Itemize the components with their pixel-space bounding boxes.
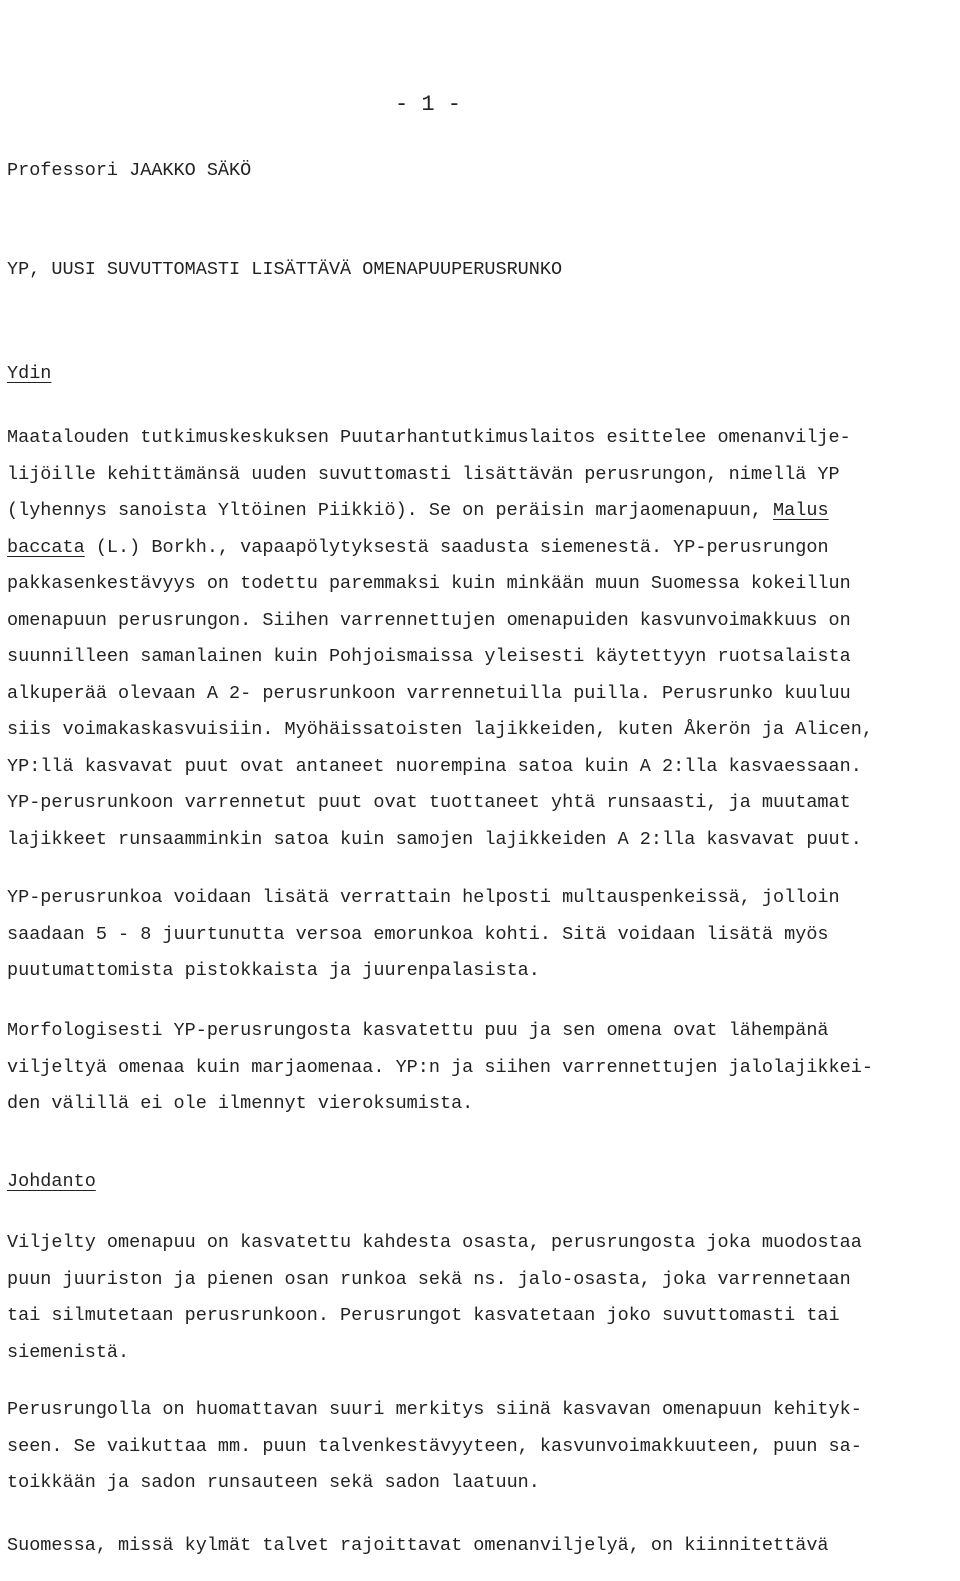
text-line: pakkasenkestävyys on todettu paremmaksi kuin minkään muun Suomessa kokeillun [7,573,851,594]
text-line: Viljelty omenapuu on kasvatettu kahdesta osasta, perusrungosta joka muodostaa [7,1232,862,1253]
text-line: YP-perusrunkoa voidaan lisätä verrattain helposti multauspenkeissä, jolloin [7,887,840,908]
text-line [7,530,952,567]
text-line: Morfologisesti YP-perusrungosta kasvatettu puu ja sen omena ovat lähempänä [7,1020,829,1041]
document-title: YP, UUSI SUVUTTOMASTI LISÄTTÄVÄ OMENAPUUPERUSRUNKO [7,259,563,280]
text-line: tai silmutetaan perusrunkoon. Perusrungot kasvatetaan joko suvuttomasti tai [7,1305,840,1326]
text-line: siemenistä. [7,1341,130,1363]
text-line: siis voimakaskasvuisiin. Myöhäissatoisten lajikkeiden, kuten Åkerön ja Alicen, [7,719,873,740]
section-heading-johdanto: Johdanto [7,1171,96,1192]
text-line-segment: (lyhennys sanoista Yltöinen Piikkiö). Se on peräisin marjaomenapuun, [7,500,774,521]
species-author: (L.) [95,536,141,558]
text-line: den välillä ei ole ilmennyt vieroksumista. [7,1093,474,1114]
text-line: saadaan 5 - 8 juurtunutta versoa emorunkoa kohti. Sitä voidaan lisätä myös [7,923,829,945]
text-line: Suomessa, missä kylmät talvet rajoittavat omenanviljelyä, on kiinnitettävä [7,1535,829,1556]
author-line: Professori JAAKKO SÄKÖ [7,160,252,181]
text-line [7,493,952,530]
text-line: Perusrungolla on huomattavan suuri merkitys siinä kasvavan omenapuun kehityk- [7,1399,862,1420]
text-line: YP-perusrunkoon varrennetut puut ovat tuottaneet yhtä runsaasti, ja muutamat [7,792,851,813]
species-epithet: baccata [7,536,85,558]
johdanto-paragraph-1 [7,1225,952,1371]
text-line-segment: Borkh., vapaapölytyksestä saadusta siemenestä. YP-perusrungon [151,536,829,558]
species-name: Malus [773,500,829,521]
text-line: lajikkeet runsaamminkin satoa kuin samojen lajikkeiden A 2:lla kasvavat puut. [7,828,862,850]
text-line: omenapuun perusrungon. Siihen varrennettujen omenapuiden kasvunvoimakkuus on [7,609,851,631]
text-line: Maatalouden tutkimuskeskuksen Puutarhantutkimuslaitos esittelee omenanvilje- [7,427,851,448]
section-heading-ydin: Ydin [7,363,52,384]
text-line: puun juuriston ja pienen osan runkoa sekä ns. jalo-osasta, joka varrennetaan [7,1268,851,1290]
ydin-paragraph-3 [7,1013,952,1123]
ydin-paragraph-1 [7,420,952,858]
text-line: alkuperää olevaan A 2- perusrunkoon varrennetuilla puilla. Perusrunko kuuluu [7,682,851,704]
ydin-paragraph-2 [7,880,952,990]
text-line: toikkään ja sadon runsauteen sekä sadon laatuun. [7,1472,540,1493]
text-line: lijöille kehittämänsä uuden suvuttomasti lisättävän perusrungon, nimellä YP [7,463,840,485]
page-number: - 1 - [395,92,462,117]
text-line: viljeltyä omenaa kuin marjaomenaa. YP:n ja siihen varrennettujen jalolajikkei- [7,1056,873,1078]
johdanto-paragraph-3 [7,1528,952,1565]
text-line: seen. Se vaikuttaa mm. puun talvenkestävyyteen, kasvunvoimakkuuteen, puun sa- [7,1435,862,1457]
text-line: YP:llä kasvavat puut ovat antaneet nuorempina satoa kuin A 2:lla kasvaessaan. [7,755,862,777]
johdanto-paragraph-2 [7,1392,952,1502]
text-line: suunnilleen samanlainen kuin Pohjoismaissa yleisesti käytettyyn ruotsalaista [7,646,851,667]
text-line: puutumattomista pistokkaista ja juurenpalasista. [7,960,540,981]
